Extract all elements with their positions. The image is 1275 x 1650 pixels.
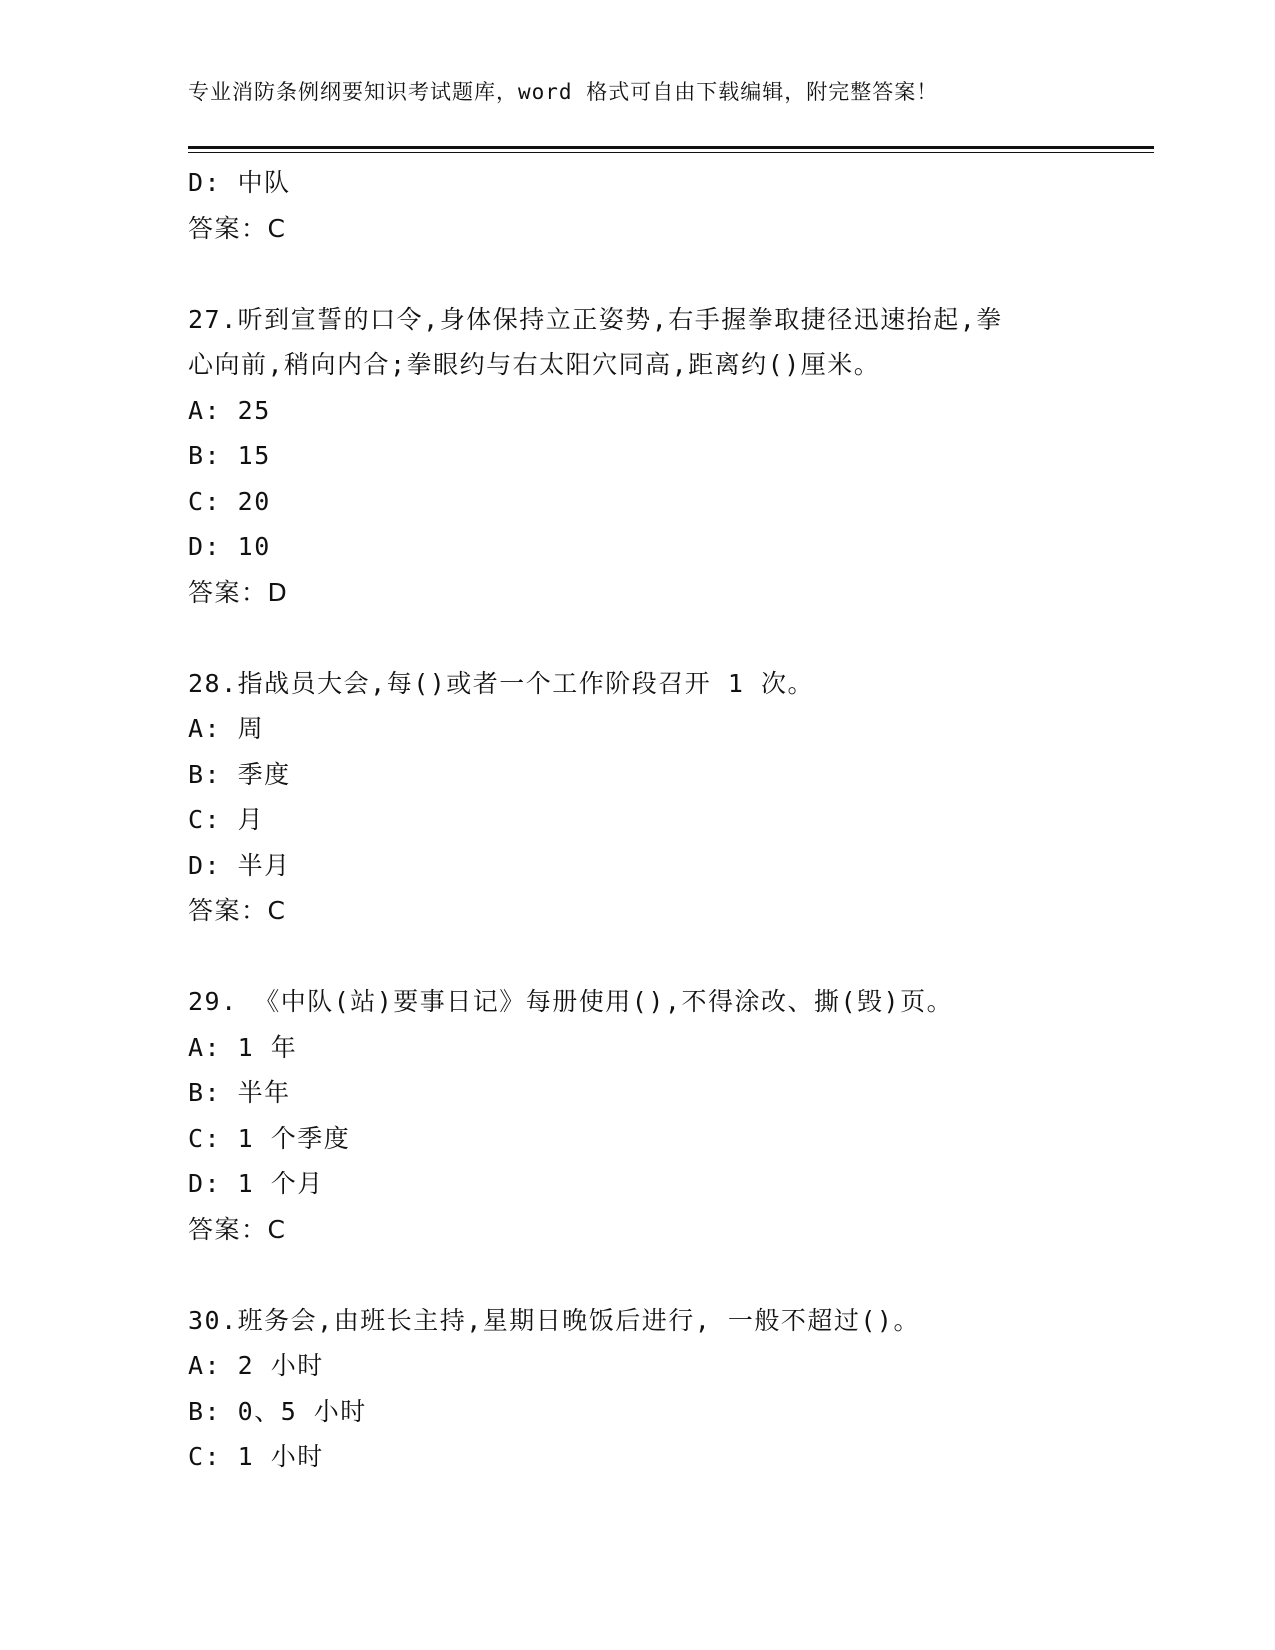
question-30: [188, 1298, 1088, 1480]
option-c: C: 1 个季度: [188, 1123, 351, 1153]
option-a: A: 2 小时: [188, 1351, 324, 1380]
option-b: B: 0、5 小时: [188, 1396, 367, 1426]
option-c: C: 月: [188, 805, 265, 834]
option-b: B: 15: [188, 441, 271, 470]
question-stem: 27.听到宣誓的口令,身体保持立正姿势,右手握拳取捷径迅速抬起,拳: [188, 304, 1003, 334]
question-list: [188, 160, 1088, 1480]
answer: 答案：C: [188, 1214, 287, 1244]
question-26-answer: 答案：C: [188, 213, 287, 243]
option-a: A: 周: [188, 714, 265, 743]
question-stem: 29. 《中队(站)要事日记》每册使用(),不得涂改、撕(毁)页。: [188, 987, 954, 1016]
option-d: D: 10: [188, 532, 271, 561]
question-28: [188, 661, 1088, 934]
answer: 答案：C: [188, 896, 287, 925]
header-divider-thick: [188, 146, 1154, 149]
spacer: [188, 615, 1088, 661]
option-c: C: 20: [188, 486, 271, 516]
spacer: [188, 934, 1088, 980]
option-b: B: 季度: [188, 759, 291, 789]
header-divider-thin: [188, 152, 1154, 153]
question-stem: 28.指战员大会,每()或者一个工作阶段召开 1 次。: [188, 668, 814, 698]
spacer: [188, 1252, 1088, 1298]
option-c: C: 1 小时: [188, 1442, 324, 1471]
answer: 答案：D: [188, 577, 289, 607]
option-b: B: 半年: [188, 1078, 291, 1107]
option-a: A: 1 年: [188, 1032, 298, 1062]
question-26-option-d: D: 中队: [188, 168, 291, 197]
question-29: [188, 979, 1088, 1252]
question-stem: 30.班务会,由班长主持,星期日晚饭后进行, 一般不超过()。: [188, 1305, 920, 1335]
option-d: D: 半月: [188, 850, 291, 880]
spacer: [188, 251, 1088, 297]
option-d: D: 1 个月: [188, 1169, 324, 1198]
question-stem-continued: 心向前,稍向内合;拳眼约与右太阳穴同高,距离约()厘米。: [188, 350, 881, 379]
option-a: A: 25: [188, 395, 271, 425]
question-27: [188, 297, 1088, 616]
page-header: 专业消防条例纲要知识考试题库，word 格式可自由下载编辑，附完整答案！: [188, 80, 939, 104]
